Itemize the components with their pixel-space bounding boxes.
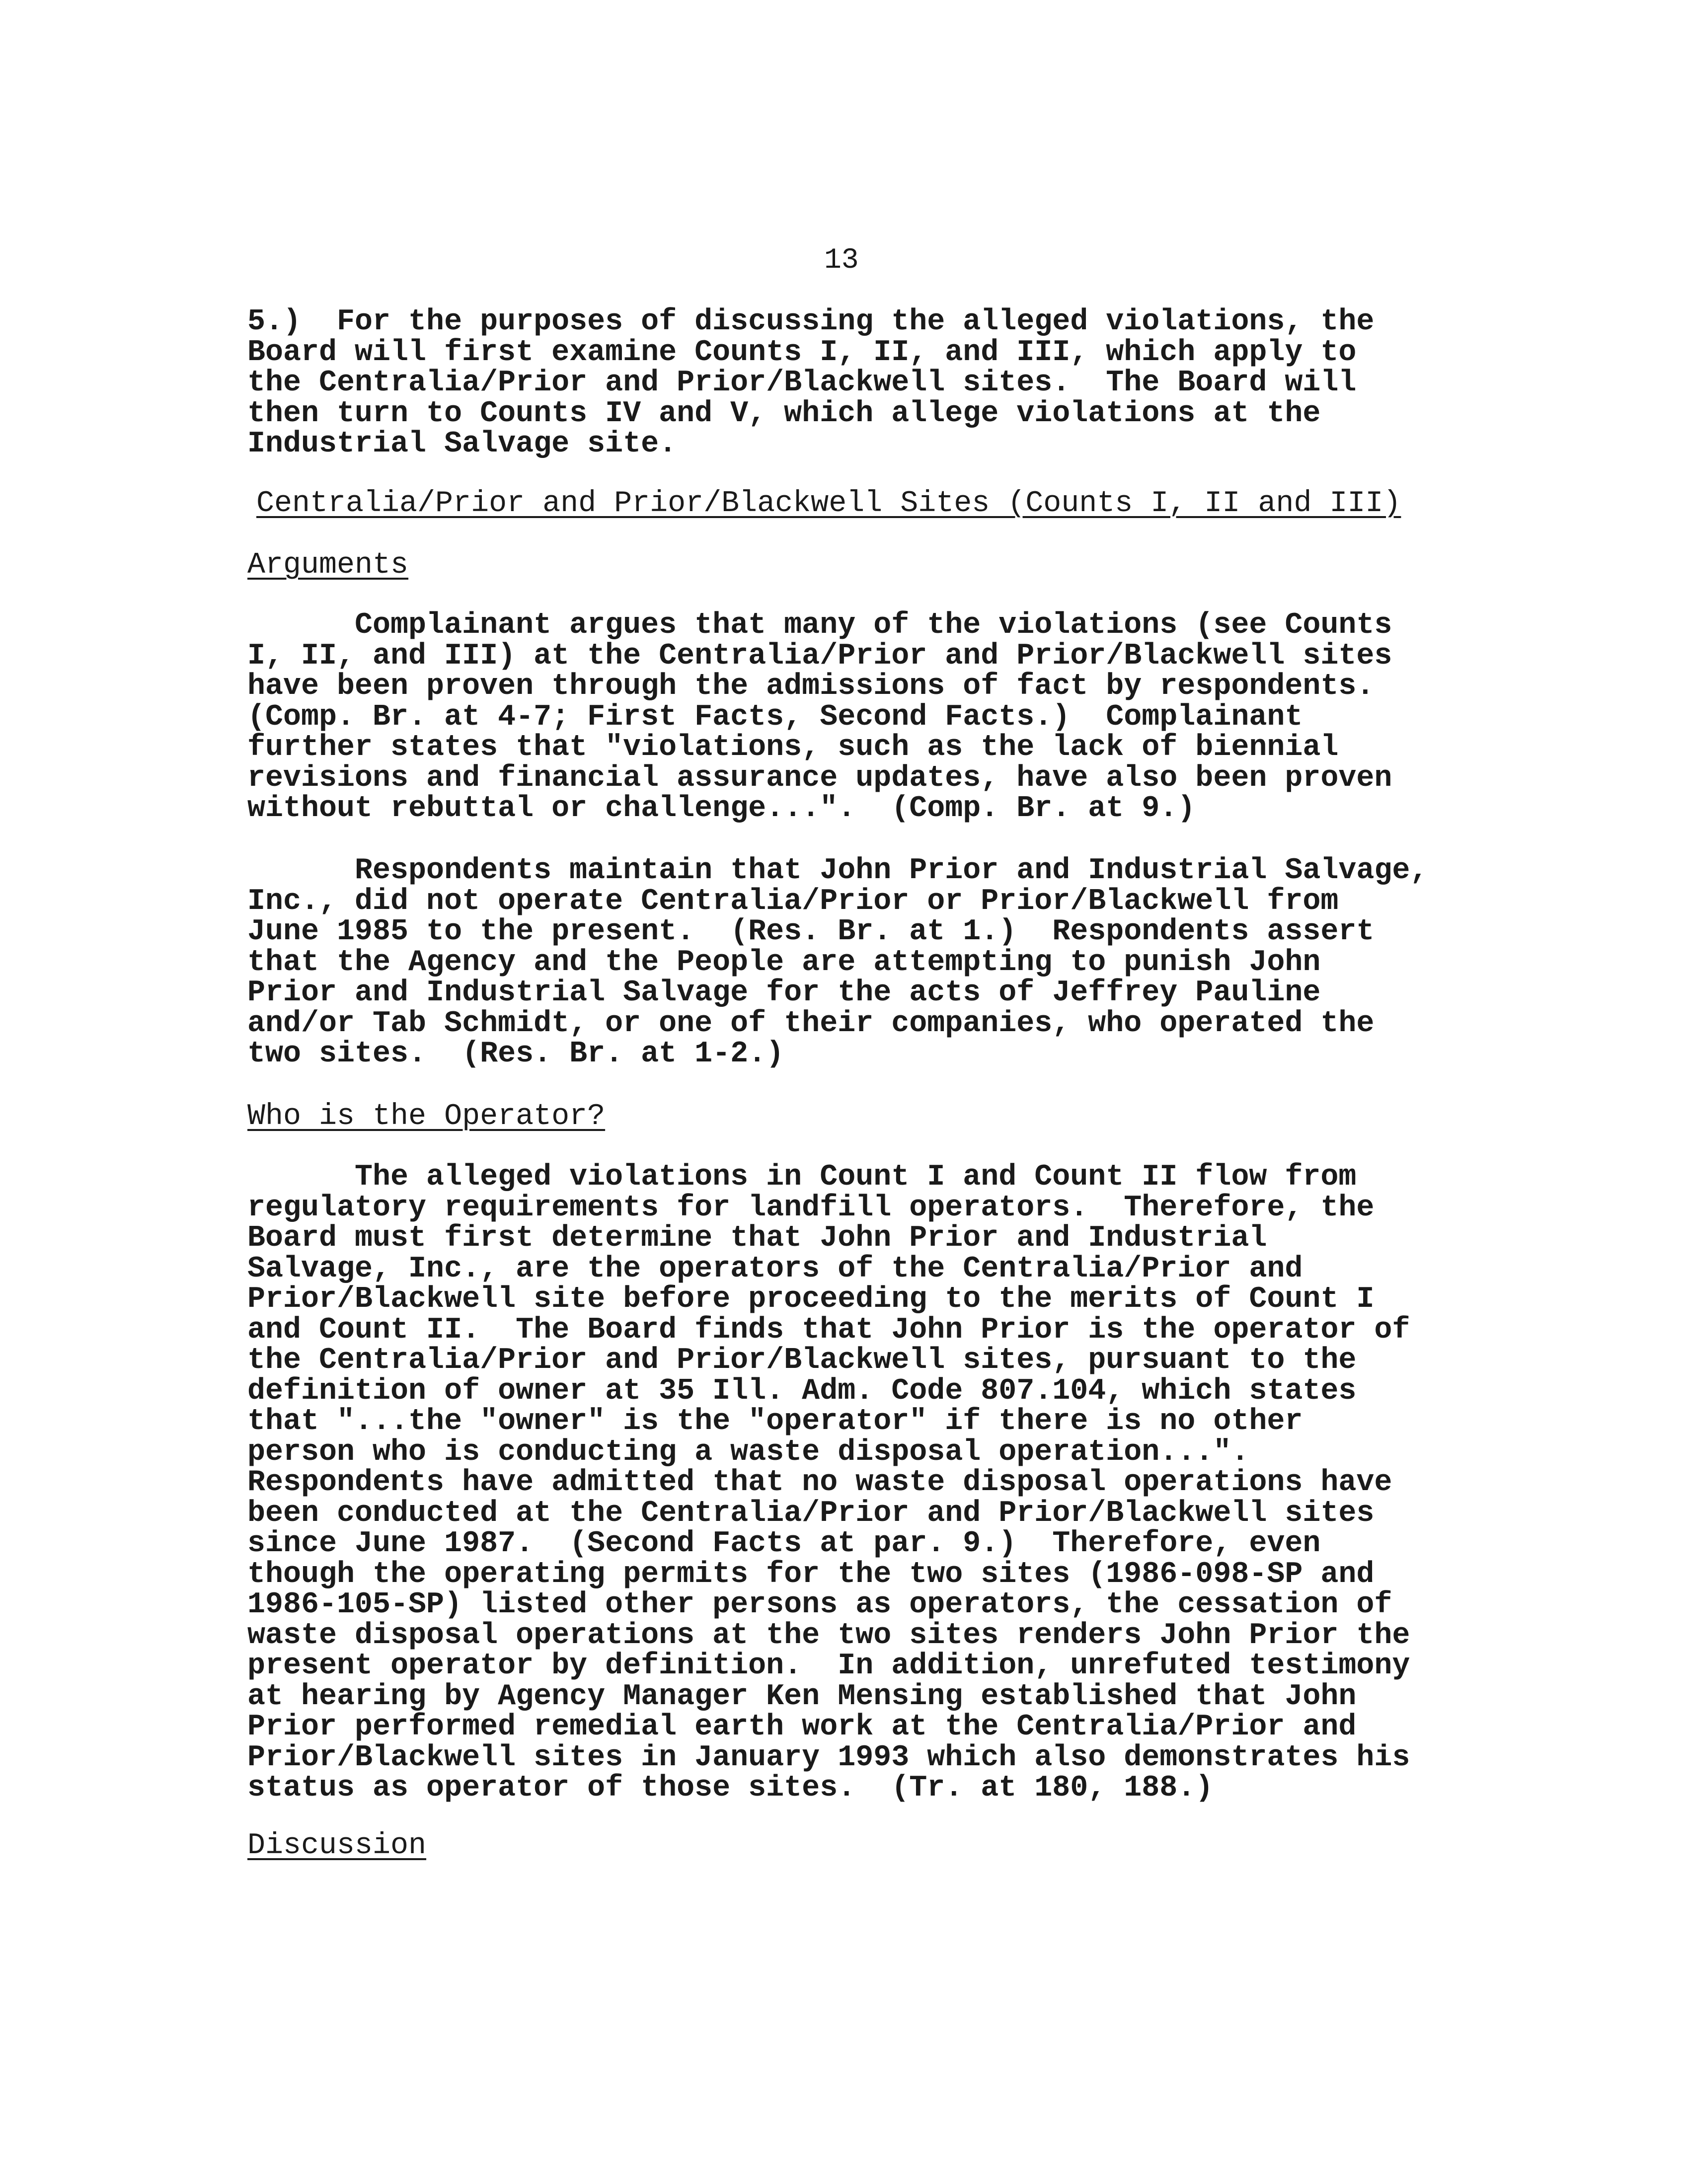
section-heading-sites: Centralia/Prior and Prior/Blackwell Sites (Counts I, II and III) — [256, 487, 1401, 521]
paragraph-complainant-argument: Complainant argues that many of the violations (see Counts I, II, and III) at the Centralia/Prior and Prior/Blackwell sites have been proven through the admissions of fact by respondents. (Comp. Br. at 4-7; First Facts, Second Facts.) Complainant further states that "violations, such as the lack of biennial revisions and financial assurance updates, have also been proven without rebuttal or challenge...". (Comp. Br. at 9.) — [247, 608, 1392, 826]
paragraph-intro: 5.) For the purposes of discussing the alleged violations, the Board will first examine Counts I, II, and III, which apply to the Centralia/Prior and Prior/Blackwell sites. The Board will then turn to Counts IV and V, which allege violations at the Industrial Salvage site. — [247, 305, 1375, 461]
section-heading-discussion: Discussion — [247, 1829, 427, 1863]
paragraph-respondents-argument: Respondents maintain that John Prior and Industrial Salvage, Inc., did not operate Centralia/Prior or Prior/Blackwell from June 1985 to the present. (Res. Br. at 1.) Respondents assert that the Agency and the People are attempting to punish John Prior and Industrial Salvage for the acts of Jeffrey Pauline and/or Tab Schmidt, or one of their companies, who operated the two sites. (Res. Br. at 1-2.) — [247, 854, 1428, 1071]
section-heading-arguments: Arguments — [247, 548, 409, 582]
section-heading-operator: Who is the Operator? — [247, 1100, 606, 1133]
paragraph-operator-finding: The alleged violations in Count I and Count II flow from regulatory requirements for landfill operators. Therefore, the Board must first determine that John Prior and Industrial Salvage, Inc., are the operators of the Centralia/Prior and Prior/Blackwell site before proceeding to the merits of Count I and Count II. The Board finds that John Prior is the operator of the Centralia/Prior and Prior/Blackwell sites, pursuant to the definition of owner at 35 Ill. Adm. Code 807.104, which states that "...the "owner" is the "operator" if there is no other person who is conducting a waste disposal operation...". Respondents have admitted that no waste disposal operations have been conducted at the Centralia/Prior and Prior/Blackwell sites since June 1987. (Second Facts at par. 9.) Therefore, even though the operating permits for the two sites (1986-098-SP and 1986-105-SP) listed other persons as operators, the cessation of waste disposal operations at the two sites renders John Prior the present operator by definition. In addition, unrefuted testimony at hearing by Agency Manager Ken Mensing established that John Prior performed remedial earth work at the Centralia/Prior and Prior/Blackwell sites in January 1993 which also demonstrates his status as operator of those sites. (Tr. at 180, 188.) — [247, 1160, 1410, 1805]
page-number: 13 — [824, 244, 859, 277]
